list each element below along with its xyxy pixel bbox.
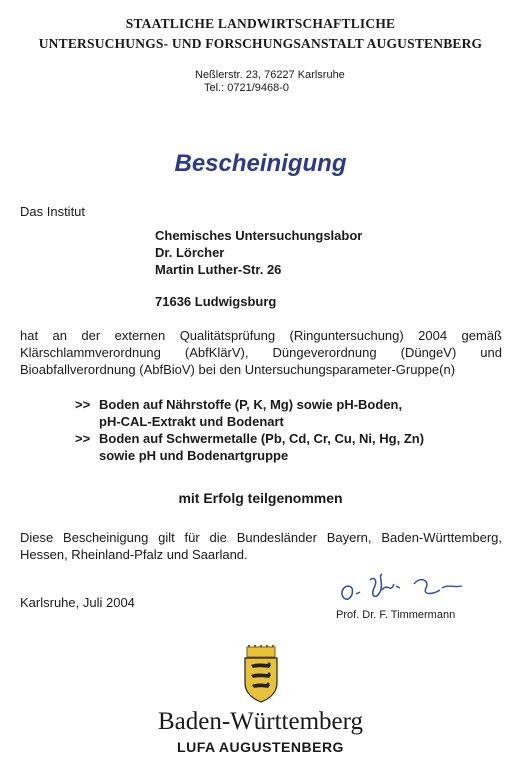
address: Neßlerstr. 23, 76227 Karlsruhe xyxy=(195,69,345,81)
recipient-line-2: Dr. Lörcher xyxy=(155,245,225,260)
paragraph-validity: Diese Bescheinigung gilt für die Bundesländer Bayern, Baden-Württemberg, Hessen, Rheinland-Pfalz und Saarland. xyxy=(20,530,502,562)
group-2-line-2: sowie pH und Bodenartgruppe xyxy=(99,448,289,463)
footer-state-logo: Baden-Württemberg xyxy=(157,708,364,735)
footer-org: LUFA AUGUSTENBERG xyxy=(177,739,344,755)
group-1-line-1: Boden auf Nährstoffe (P, K, Mg) sowie pH-Boden, xyxy=(99,397,403,412)
group-2-marker: >> xyxy=(75,431,91,446)
recipient-line-1: Chemisches Untersuchungslabor xyxy=(155,228,363,243)
phone: Tel.: 0721/9468-0 xyxy=(204,82,290,94)
group-1-marker: >> xyxy=(75,397,91,412)
result-text: mit Erfolg teilgenommen xyxy=(178,490,343,506)
signatory-name: Prof. Dr. F. Timmermann xyxy=(336,609,456,621)
coat-of-arms-icon xyxy=(243,645,279,703)
place-date: Karlsruhe, Juli 2004 xyxy=(20,595,135,610)
group-2-line-1: Boden auf Schwermetalle (Pb, Cd, Cr, Cu, Ni, Hg, Zn) xyxy=(99,431,425,446)
recipient-city: 71636 Ludwigsburg xyxy=(155,294,277,309)
paragraph-participation: hat an der externen Qualitätsprüfung (Ringuntersuchung) 2004 gemäß Klärschlammverordnung (AbfKlärV), Düngeverordnung (DüngeV) und Bioabfallverordnung (AbfBioV) bei den Untersuchungsparameter-Gruppe(n) xyxy=(20,328,502,377)
header-line-1: STAATLICHE LANDWIRTSCHAFTLICHE xyxy=(125,16,396,31)
group-1-line-2: pH-CAL-Extrakt und Bodenart xyxy=(99,414,284,429)
document-title: Bescheinigung xyxy=(174,150,347,177)
header-line-2: UNTERSUCHUNGS- UND FORSCHUNGSANSTALT AUGUSTENBERG xyxy=(38,36,483,51)
recipient-line-3: Martin Luther-Str. 26 xyxy=(155,262,282,277)
intro-text: Das Institut xyxy=(20,204,86,219)
